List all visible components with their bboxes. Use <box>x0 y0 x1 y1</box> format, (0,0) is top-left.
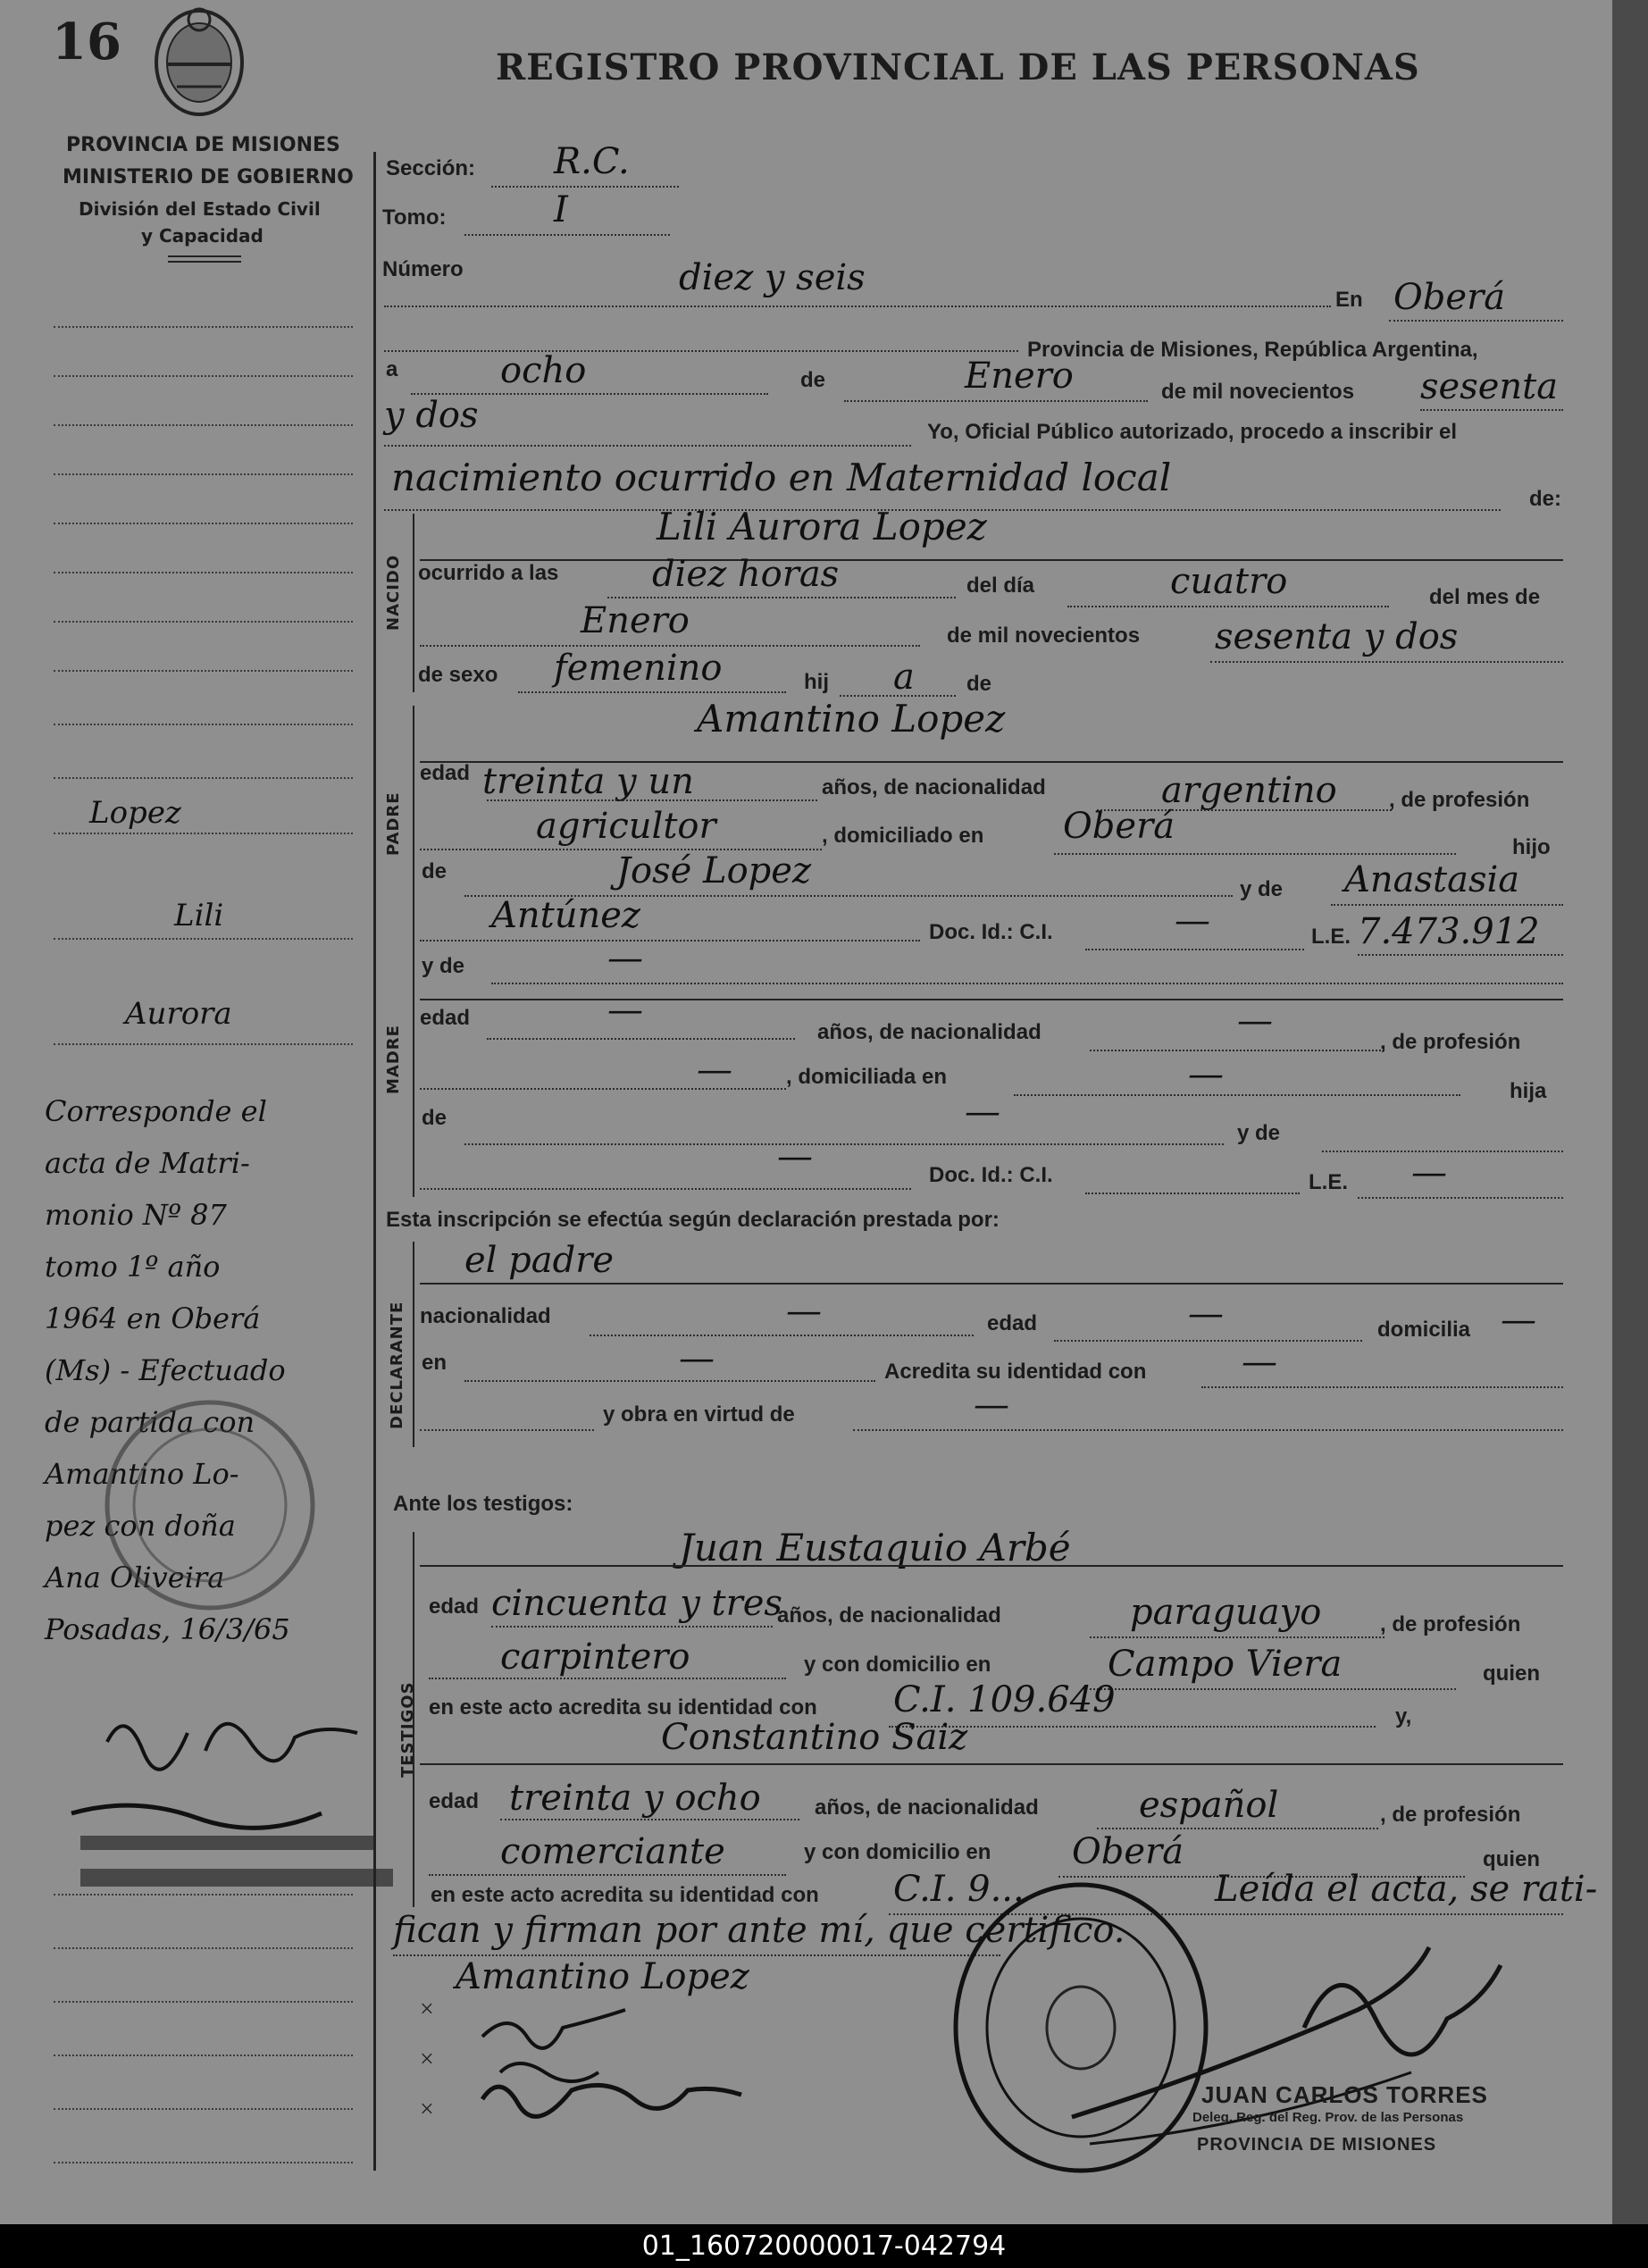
label-madre-doc: Doc. Id.: C.I. <box>929 1163 1053 1187</box>
value-madre-nombre: — <box>607 938 643 979</box>
label-y-de-abuela: y de <box>1240 877 1284 901</box>
abuela-line <box>1331 904 1563 906</box>
madre-abuela-line <box>420 1188 911 1190</box>
value-t1-nac: paraguayo <box>1130 1592 1322 1633</box>
blank-line <box>384 350 1018 352</box>
testigo2-rule <box>420 1763 1563 1765</box>
value-firma-1: Amantino Lopez <box>456 1956 749 1997</box>
header-ministry: MINISTERIO DE GOBIERNO <box>63 166 354 188</box>
margin-surname: Lopez <box>89 795 181 831</box>
margin-line <box>54 523 353 524</box>
t1-edad-line <box>491 1626 773 1628</box>
anio-nac-line <box>1210 661 1563 663</box>
margin-line <box>54 938 353 940</box>
madre-dom-line <box>1014 1094 1460 1096</box>
label-provincia: Provincia de Misiones, República Argentina, <box>1027 338 1478 362</box>
declarante-bracket <box>413 1242 414 1447</box>
madre-bracket <box>413 956 414 1197</box>
value-lugar: Oberá <box>1393 277 1506 318</box>
value-sexo: femenino <box>554 648 723 689</box>
label-de-colon: de: <box>1529 487 1561 511</box>
value-padre-ci: — <box>1175 900 1210 942</box>
label-decl-en: en <box>422 1351 448 1375</box>
section-padre: PADRE <box>384 791 403 856</box>
margin-line <box>54 2162 353 2163</box>
header-division: División del Estado Civil <box>79 198 321 220</box>
label-t2-dom: y con domicilio en <box>804 1840 991 1864</box>
t2-nac-line <box>1097 1828 1378 1829</box>
margin-line <box>54 572 353 573</box>
margin-line <box>54 2055 353 2056</box>
value-madre-abuela: — <box>777 1136 813 1177</box>
margin-line <box>54 2001 353 2003</box>
value-padre-prof: agricultor <box>536 806 716 847</box>
value-t1-dom: Campo Viera <box>1108 1644 1343 1685</box>
header-divider <box>168 255 241 257</box>
value-hij: a <box>893 657 915 698</box>
madre-padre-line <box>464 1143 1224 1145</box>
value-decl-acredita: — <box>1242 1342 1277 1383</box>
decl-obra-line-2 <box>853 1429 1563 1431</box>
label-padre-prof: , de profesión <box>1389 788 1530 812</box>
value-t2-ci: C.I. 9... <box>893 1869 1025 1910</box>
value-nombre: Lili Aurora Lopez <box>657 505 987 548</box>
label-madre-edad: edad <box>420 1006 471 1030</box>
decl-en-line <box>464 1380 875 1382</box>
margin-official-stamp <box>63 1787 393 1903</box>
t1-prof-line <box>429 1678 786 1679</box>
value-abuela-2: Antúnez <box>491 895 640 936</box>
label-de-mes: de <box>800 368 826 392</box>
label-madre-de: de <box>422 1106 448 1130</box>
form-left-border <box>373 152 376 2171</box>
value-seccion: R.C. <box>554 141 630 182</box>
t2-edad-line <box>500 1819 799 1820</box>
label-en: En <box>1335 288 1363 312</box>
label-t2-anios: años, de nacionalidad <box>815 1795 1039 1820</box>
label-numero: Número <box>382 257 464 281</box>
officer-name: JUAN CARLOS TORRES <box>1201 2081 1488 2108</box>
nacido-bracket <box>413 514 414 692</box>
label-seccion: Sección: <box>386 156 476 180</box>
label-t2-edad: edad <box>429 1789 480 1813</box>
value-declarante: el padre <box>464 1240 615 1281</box>
label-de-mil: de mil novecientos <box>1161 380 1355 404</box>
value-tomo: I <box>554 189 568 230</box>
label-decl-nac: nacionalidad <box>420 1304 551 1328</box>
label-inscripcion: Esta inscripción se efectúa según declaración prestada por: <box>386 1208 1000 1232</box>
header-province: PROVINCIA DE MISIONES <box>66 134 340 156</box>
officer-province: PROVINCIA DE MISIONES <box>1197 2135 1437 2155</box>
value-anio-2: y dos <box>384 395 479 436</box>
value-padre-nombre: Amantino Lopez <box>697 697 1006 741</box>
value-t2-nac: español <box>1139 1785 1279 1826</box>
label-hij: hij <box>804 670 829 694</box>
label-t1-prof: , de profesión <box>1380 1612 1521 1636</box>
margin-note: Corresponde el acta de Matri- monio Nº 87 tomo 1º año 1964 en Oberá (Ms) - Efectuado de partida con Amantino Lo- pez con doña Ana Oliveira Posadas, 16/3/65 <box>45 1094 290 1646</box>
label-padre-edad: edad <box>420 761 471 785</box>
value-madre-edad: — <box>607 990 643 1031</box>
section-testigos: TESTIGOS <box>398 1681 417 1778</box>
label-t2-prof: , de profesión <box>1380 1803 1521 1827</box>
label-t2-quien: quien <box>1483 1847 1540 1871</box>
label-tomo: Tomo: <box>382 205 447 230</box>
label-a: a <box>386 357 398 381</box>
padre-le-line <box>1358 954 1563 956</box>
label-ocurrido: ocurrido a las <box>418 561 559 585</box>
value-anio-nac: sesenta y dos <box>1215 616 1459 657</box>
value-decl-nac: — <box>786 1291 822 1332</box>
margin-line <box>54 621 353 623</box>
label-madre-le: L.E. <box>1309 1170 1349 1194</box>
value-madre-le: — <box>1411 1152 1447 1193</box>
value-decl-en: — <box>679 1338 715 1379</box>
label-t1-dom: y con domicilio en <box>804 1653 991 1677</box>
value-padre-edad: treinta y un <box>482 761 694 802</box>
value-mes: Enero <box>965 356 1074 397</box>
margin-line <box>54 1043 353 1045</box>
label-t2-acredita: en este acto acredita su identidad con <box>431 1883 819 1907</box>
value-decl-dom: — <box>1501 1300 1536 1341</box>
value-hora: diez horas <box>652 554 840 595</box>
value-decl-obra: — <box>974 1385 1009 1426</box>
padre-bracket <box>413 706 414 965</box>
header-capacity: y Capacidad <box>141 225 264 247</box>
mes-nac-line <box>420 645 920 647</box>
margin-line <box>54 326 353 328</box>
seccion-line <box>491 186 679 188</box>
value-padre-nac: argentino <box>1161 770 1337 811</box>
label-t1-y: y, <box>1395 1704 1412 1728</box>
label-yo: Yo, Oficial Público autorizado, procedo a inscribir el <box>927 420 1458 444</box>
label-madre-dom: , domiciliada en <box>786 1065 948 1089</box>
label-decl-edad: edad <box>987 1311 1038 1335</box>
margin-name-1: Lili <box>174 898 224 933</box>
tomo-line <box>464 234 670 236</box>
decl-nac-line <box>590 1335 974 1336</box>
coat-of-arms-icon <box>150 2 248 118</box>
label-hijo: hijo <box>1512 835 1551 859</box>
label-madre-prof: , de profesión <box>1380 1030 1521 1054</box>
dia-nac-line <box>1067 606 1389 607</box>
value-madre-padre: — <box>965 1092 1000 1133</box>
value-madre-prof: — <box>697 1050 732 1091</box>
label-de-mil-2: de mil novecientos <box>947 623 1141 648</box>
margin-name-2: Aurora <box>125 996 232 1032</box>
decl-obra-line-1 <box>420 1429 594 1431</box>
value-hecho: nacimiento ocurrido en Maternidad local <box>391 456 1172 499</box>
value-mes-nac: Enero <box>581 600 690 641</box>
padre-dom-line <box>1054 853 1456 855</box>
label-padre-anios: años, de nacionalidad <box>822 775 1046 799</box>
padre-edad-line <box>487 799 817 801</box>
label-t1-anios: años, de nacionalidad <box>777 1603 1001 1628</box>
margin-line <box>54 2108 353 2110</box>
section-declarante: DECLARANTE <box>388 1301 406 1429</box>
margin-line <box>54 833 353 834</box>
madre-edad-line <box>487 1038 795 1040</box>
value-firman: fican y firman por ante mí, que certifico. <box>393 1910 1125 1951</box>
label-t1-acredita: en este acto acredita su identidad con <box>429 1695 817 1720</box>
label-madre-y-de: y de <box>422 954 465 978</box>
value-t2-dom: Oberá <box>1072 1831 1184 1872</box>
officer-title: Deleg. Reg. del Reg. Prov. de las Personas <box>1192 2110 1464 2125</box>
margin-line <box>54 473 353 475</box>
madre-prof-line <box>420 1088 786 1090</box>
label-madre-y-de-2: y de <box>1237 1121 1281 1145</box>
image-id-footer: 01_160720000017-042794 <box>0 2224 1648 2268</box>
margin-line <box>54 424 353 426</box>
value-anio-1: sesenta <box>1420 366 1559 407</box>
label-padre-doc: Doc. Id.: C.I. <box>929 920 1053 944</box>
value-leida: Leída el acta, se rati- <box>1215 1869 1598 1910</box>
section-madre: MADRE <box>384 1025 403 1094</box>
value-t1-edad: cincuenta y tres <box>491 1583 782 1624</box>
anio2-line <box>384 445 911 447</box>
t1-nac-line <box>1090 1636 1384 1638</box>
value-t1-ci: C.I. 109.649 <box>893 1679 1116 1720</box>
header-divider-2 <box>168 261 241 263</box>
value-dia-nac: cuatro <box>1170 561 1288 602</box>
value-madre-nac: — <box>1237 1000 1273 1042</box>
decl-acredita-line <box>1201 1386 1563 1388</box>
nombre-rule <box>420 559 1563 561</box>
abuela2-line <box>420 940 920 942</box>
value-testigo-2: Constantino Saiz <box>661 1717 968 1758</box>
label-padre-dom: , domiciliado en <box>822 824 984 848</box>
label-sexo: de sexo <box>418 663 498 687</box>
witness-signatures <box>420 2001 840 2135</box>
value-t1-prof: carpintero <box>500 1636 690 1678</box>
mes-line <box>844 400 1148 402</box>
label-de-hij: de <box>966 672 992 696</box>
value-t2-prof: comerciante <box>500 1831 725 1872</box>
anio-line <box>1420 409 1563 411</box>
t2-prof-line <box>429 1874 786 1876</box>
margin-line <box>54 777 353 779</box>
margin-line <box>54 724 353 725</box>
value-t2-edad: treinta y ocho <box>509 1778 761 1819</box>
label-del-dia: del día <box>966 573 1035 598</box>
section-nacido: NACIDO <box>384 554 403 631</box>
value-dia: ocho <box>500 350 587 391</box>
page-number: 16 <box>52 13 121 71</box>
label-de-abuelo: de <box>422 859 448 883</box>
madre-ci-line <box>1085 1193 1300 1194</box>
madre-rule <box>420 999 1563 1000</box>
label-padre-le: L.E. <box>1311 925 1351 949</box>
hora-line <box>607 597 956 598</box>
madre-nombre-line <box>491 983 1563 984</box>
value-padre-le: 7.473.912 <box>1358 911 1540 952</box>
lugar-line <box>1389 320 1563 322</box>
declarante-rule <box>420 1283 1563 1285</box>
margin-line <box>54 670 353 672</box>
value-abuela-1: Anastasia <box>1344 859 1520 900</box>
t1-dom-line <box>1090 1688 1456 1690</box>
margin-signature <box>89 1697 393 1778</box>
label-t1-quien: quien <box>1483 1661 1540 1686</box>
signature-marks: × × × <box>420 1996 434 2123</box>
document-title: REGISTRO PROVINCIAL DE LAS PERSONAS <box>496 46 1420 88</box>
margin-seal <box>98 1393 322 1617</box>
value-testigo-1: Juan Eustaquio Arbé <box>679 1526 1071 1569</box>
label-decl-obra: y obra en virtud de <box>603 1402 795 1427</box>
label-decl-dom: domicilia <box>1377 1318 1471 1342</box>
sexo-line <box>518 691 786 693</box>
decl-edad-line <box>1054 1340 1362 1342</box>
madre-le-line <box>1358 1197 1563 1199</box>
label-del-mes: del mes de <box>1429 585 1541 609</box>
numero-line <box>384 305 1331 307</box>
value-numero: diez y seis <box>679 257 866 298</box>
value-padre-dom: Oberá <box>1063 806 1175 847</box>
padre-ci-line <box>1085 949 1304 950</box>
margin-line <box>54 1947 353 1949</box>
label-t1-edad: edad <box>429 1594 480 1619</box>
label-hija: hija <box>1510 1079 1547 1103</box>
madre-nac-line <box>1090 1050 1384 1051</box>
value-madre-dom: — <box>1188 1054 1224 1095</box>
label-madre-anios: años, de nacionalidad <box>817 1020 1042 1044</box>
label-ante: Ante los testigos: <box>393 1492 573 1516</box>
page-edge <box>1612 0 1648 2224</box>
margin-line <box>54 375 353 377</box>
value-decl-edad: — <box>1188 1293 1224 1335</box>
value-abuelo: José Lopez <box>616 850 812 891</box>
label-decl-acredita: Acredita su identidad con <box>884 1360 1147 1384</box>
testigo1-rule <box>420 1565 1563 1567</box>
